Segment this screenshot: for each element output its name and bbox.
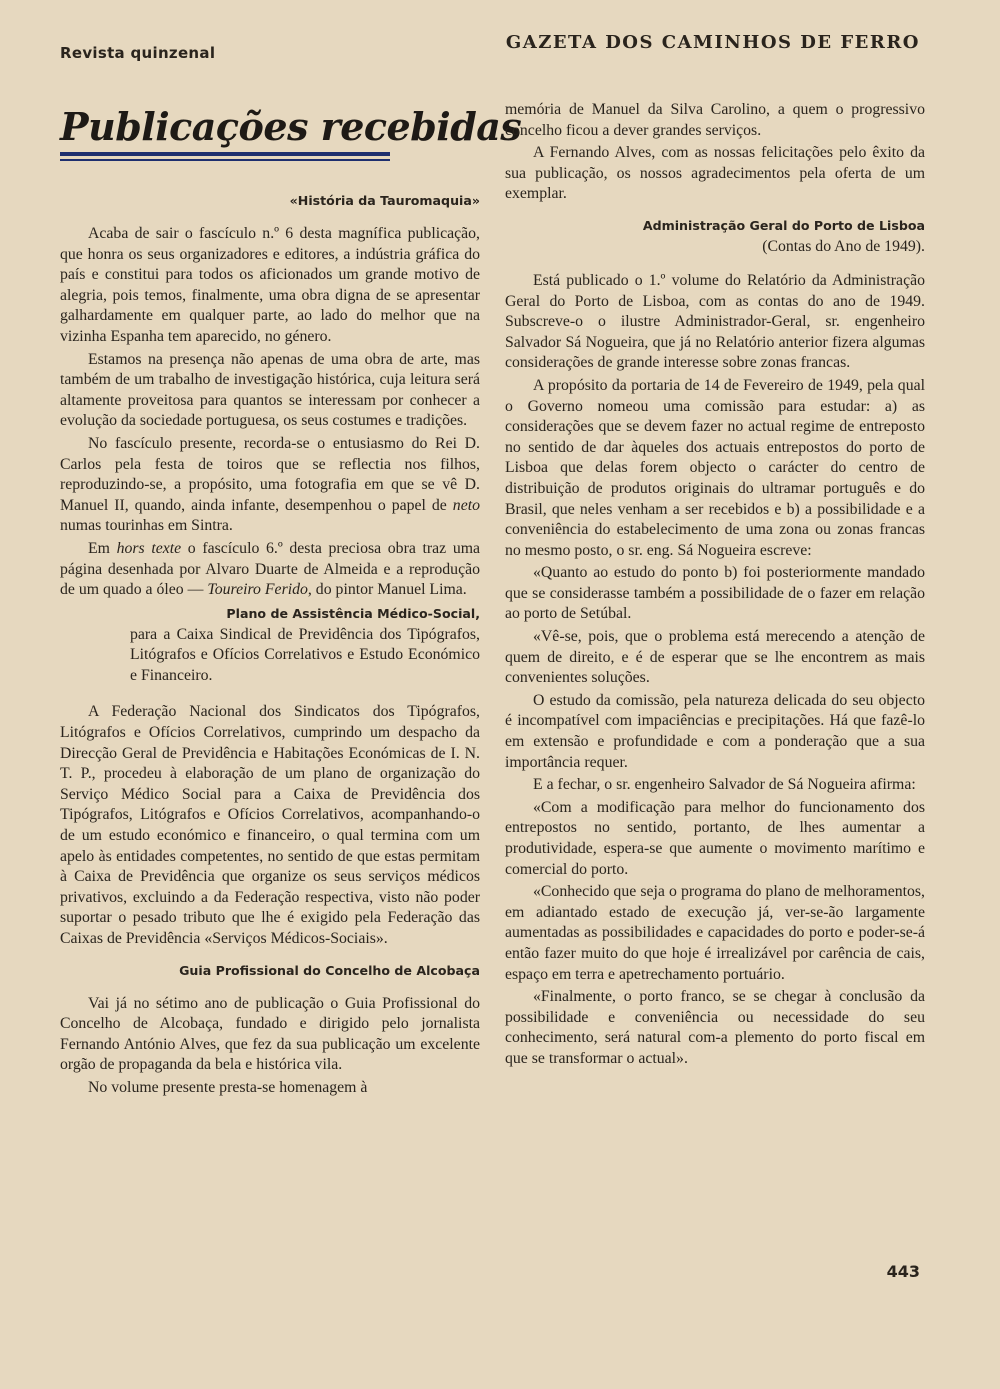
- paragraph: Estamos na presença não apenas de uma obra de arte, mas também de um trabalho de investigação histórica, cuja leitura será altamente proveitosa para quantos se interessam por conhecer a evolução da sociedade portuguesa, os seus costumes e tradições.: [60, 350, 480, 430]
- heading-subtitle: (Contas do Ano de 1949).: [762, 237, 925, 255]
- title-underline-thick: [60, 152, 390, 156]
- paragraph: «Conhecido que seja o programa do plano de melhoramentos, em adiantado estado de execução já, ver-se-ão largamente aumentadas as possibilidades e capacidades do porto e poder-se-á então fazer muito do que hoje é irrealizável por carência de cais, espaço em terra e apetrechamento portuário.: [505, 883, 925, 983]
- header-left: Revista quinzenal: [60, 44, 216, 62]
- paragraph: Vai já no sétimo ano de publicação o Guia Profissional do Concelho de Alcobaça, fundado e dirigido pelo jornalista Fernando António Alves, que fez da sua publicação um excelente orgão de propaganda da bela e histórica vila.: [60, 994, 480, 1074]
- section-title: Publicações recebidas: [60, 104, 522, 149]
- header-right: GAZETA DOS CAMINHOS DE FERRO: [505, 32, 920, 53]
- left-column: [60, 100, 522, 1101]
- heading-guia-profissional: Guia Profissional do Concelho de Alcobaça: [179, 962, 480, 978]
- paragraph: No volume presente presta-se homenagem à: [88, 1078, 368, 1096]
- heading-plano-assistencia: Plano de Assistência Médico-Social, para a Caixa Sindical de Previdência dos Tipógrafos, Litógrafos e Ofícios Correlativos e Estudo Económico e Financeiro.: [130, 605, 480, 687]
- paragraph: «Com a modificação para melhor do funcionamento dos entrepostos no sentido, portanto, de lhes aumentar a produtividade, espera-se que aumente o movimento marítimo e comercial do porto.: [505, 798, 925, 878]
- paragraph: «Quanto ao estudo do ponto b) foi posteriormente mandado que se considerasse também a possibilidade de o fazer em relação ao porto de Setúbal.: [505, 564, 925, 623]
- paragraph: «Finalmente, o porto franco, se se chegar à conclusão da possibilidade e conveniência ou necessidade do seu conhecimento, será natural com-a plemento do porto fiscal em que se transformar o actual».: [505, 988, 925, 1067]
- heading-historia-tauromaquia: «História da Tauromaquia»: [289, 193, 480, 208]
- paragraph: A Federação Nacional dos Sindicatos dos Tipógrafos, Litógrafos e Ofícios Correlativos, cumprindo um despacho da Direcção Geral de Previdência e Habitações Económicas de I. N. T. P., procedeu à elaboração de um plano de organização do Serviço Médico Social para a Caixa de Previdência dos Tipógrafos, Litógrafos e Ofícios Correlativos, acompanhando-o de um estudo económico e financeiro, o qual termina com um apelo às entidades competentes, no sentido de que estas permitam à Caixa de Previdência que organize os seus serviços médicos privativos, excluindo a da Federação respectiva, visto não poder suportar o pesado tributo que lhe é exigido pela Federação das Caixas de Previdência «Serviços Médicos-Sociais».: [60, 703, 480, 947]
- paragraph: Acaba de sair o fascículo n.º 6 desta magnífica publicação, que honra os seus organizadores e editores, a indústria gráfica do país e constitui para todos os aficionados um grande motivo de alegria, pois temos, finalmente, uma obra digna de se apresentar galhardamente em qualquer parte, ao lado do melhor que na vizinha Espanha tem aparecido, no género.: [60, 225, 480, 345]
- title-underline-thin: [60, 159, 390, 161]
- paragraph: «Vê-se, pois, que o problema está merecendo a atenção de quem de direito, e é de esperar que se lhe encontrem as mais convenientes soluções.: [505, 628, 925, 687]
- page-number: 443: [886, 1262, 920, 1281]
- section-title-block: [60, 100, 522, 180]
- paragraph: O estudo da comissão, pela natureza delicada do seu objecto é incompatível com impaciências e precipitações. Há que fazê-lo em extensão e profundidade e com a ponderação que a sua importância requer.: [505, 691, 925, 771]
- paragraph: E a fechar, o sr. engenheiro Salvador de Sá Nogueira afirma:: [533, 776, 916, 794]
- heading-porto-lisboa: Administração Geral do Porto de Lisboa: [642, 217, 925, 233]
- paragraph: A Fernando Alves, com as nossas felicitações pelo êxito da sua publicação, os nossos agradecimentos pela oferta de um exemplar.: [505, 144, 925, 203]
- paragraph: A propósito da portaria de 14 de Fevereiro de 1949, pela qual o Governo nomeou uma comissão para estudar: a) as considerações que se devem fazer no actual regime de entreposto no sentido de dar àqueles dos actuais entrepostos do porto de Lisboa que delas forem objecto o carácter do centro de distribuição de produtos originais do ultramar português e do Brasil, que neles venham a ser recebidos e b) a possibilidade e a conveniência do estabelecimento de uma zona ou zonas francas no mesmo posto, o sr. eng. Sá Nogueira escreve:: [505, 376, 925, 559]
- paragraph: Está publicado o 1.º volume do Relatório da Administração Geral do Porto de Lisboa, com as contas do ano de 1949. Subscreve-o o ilustre Administrador-Geral, sr. engenheiro Salvador Sá Nogueira, que já no Relatório anterior fizera algumas considerações de grande interesse sobre zonas francas.: [505, 271, 925, 372]
- paragraph: memória de Manuel da Silva Carolino, a quem o progressivo concelho ficou a dever grandes serviços.: [505, 101, 925, 139]
- heading-subtitle: para a Caixa Sindical de Previdência dos Tipógrafos, Litógrafos e Ofícios Correlativos e Estudo Económico e Financeiro.: [130, 625, 480, 684]
- right-column: [505, 100, 925, 1072]
- paragraph: Em hors texte o fascículo 6.º desta preciosa obra traz uma página desenhada por Alvaro Duarte de Almeida e a reprodução de um quado a óleo — Toureiro Ferido, do pintor Manuel Lima.: [60, 539, 481, 599]
- paragraph: No fascículo presente, recorda-se o entusiasmo do Rei D. Carlos pela festa de toiros que se reflectia nos filhos, reproduzindo-se, a propósito, uma fotografia em que se vê D. Manuel II, quando, ainda infante, desempenhou o papel de neto numas tourinhas em Sintra.: [60, 434, 480, 535]
